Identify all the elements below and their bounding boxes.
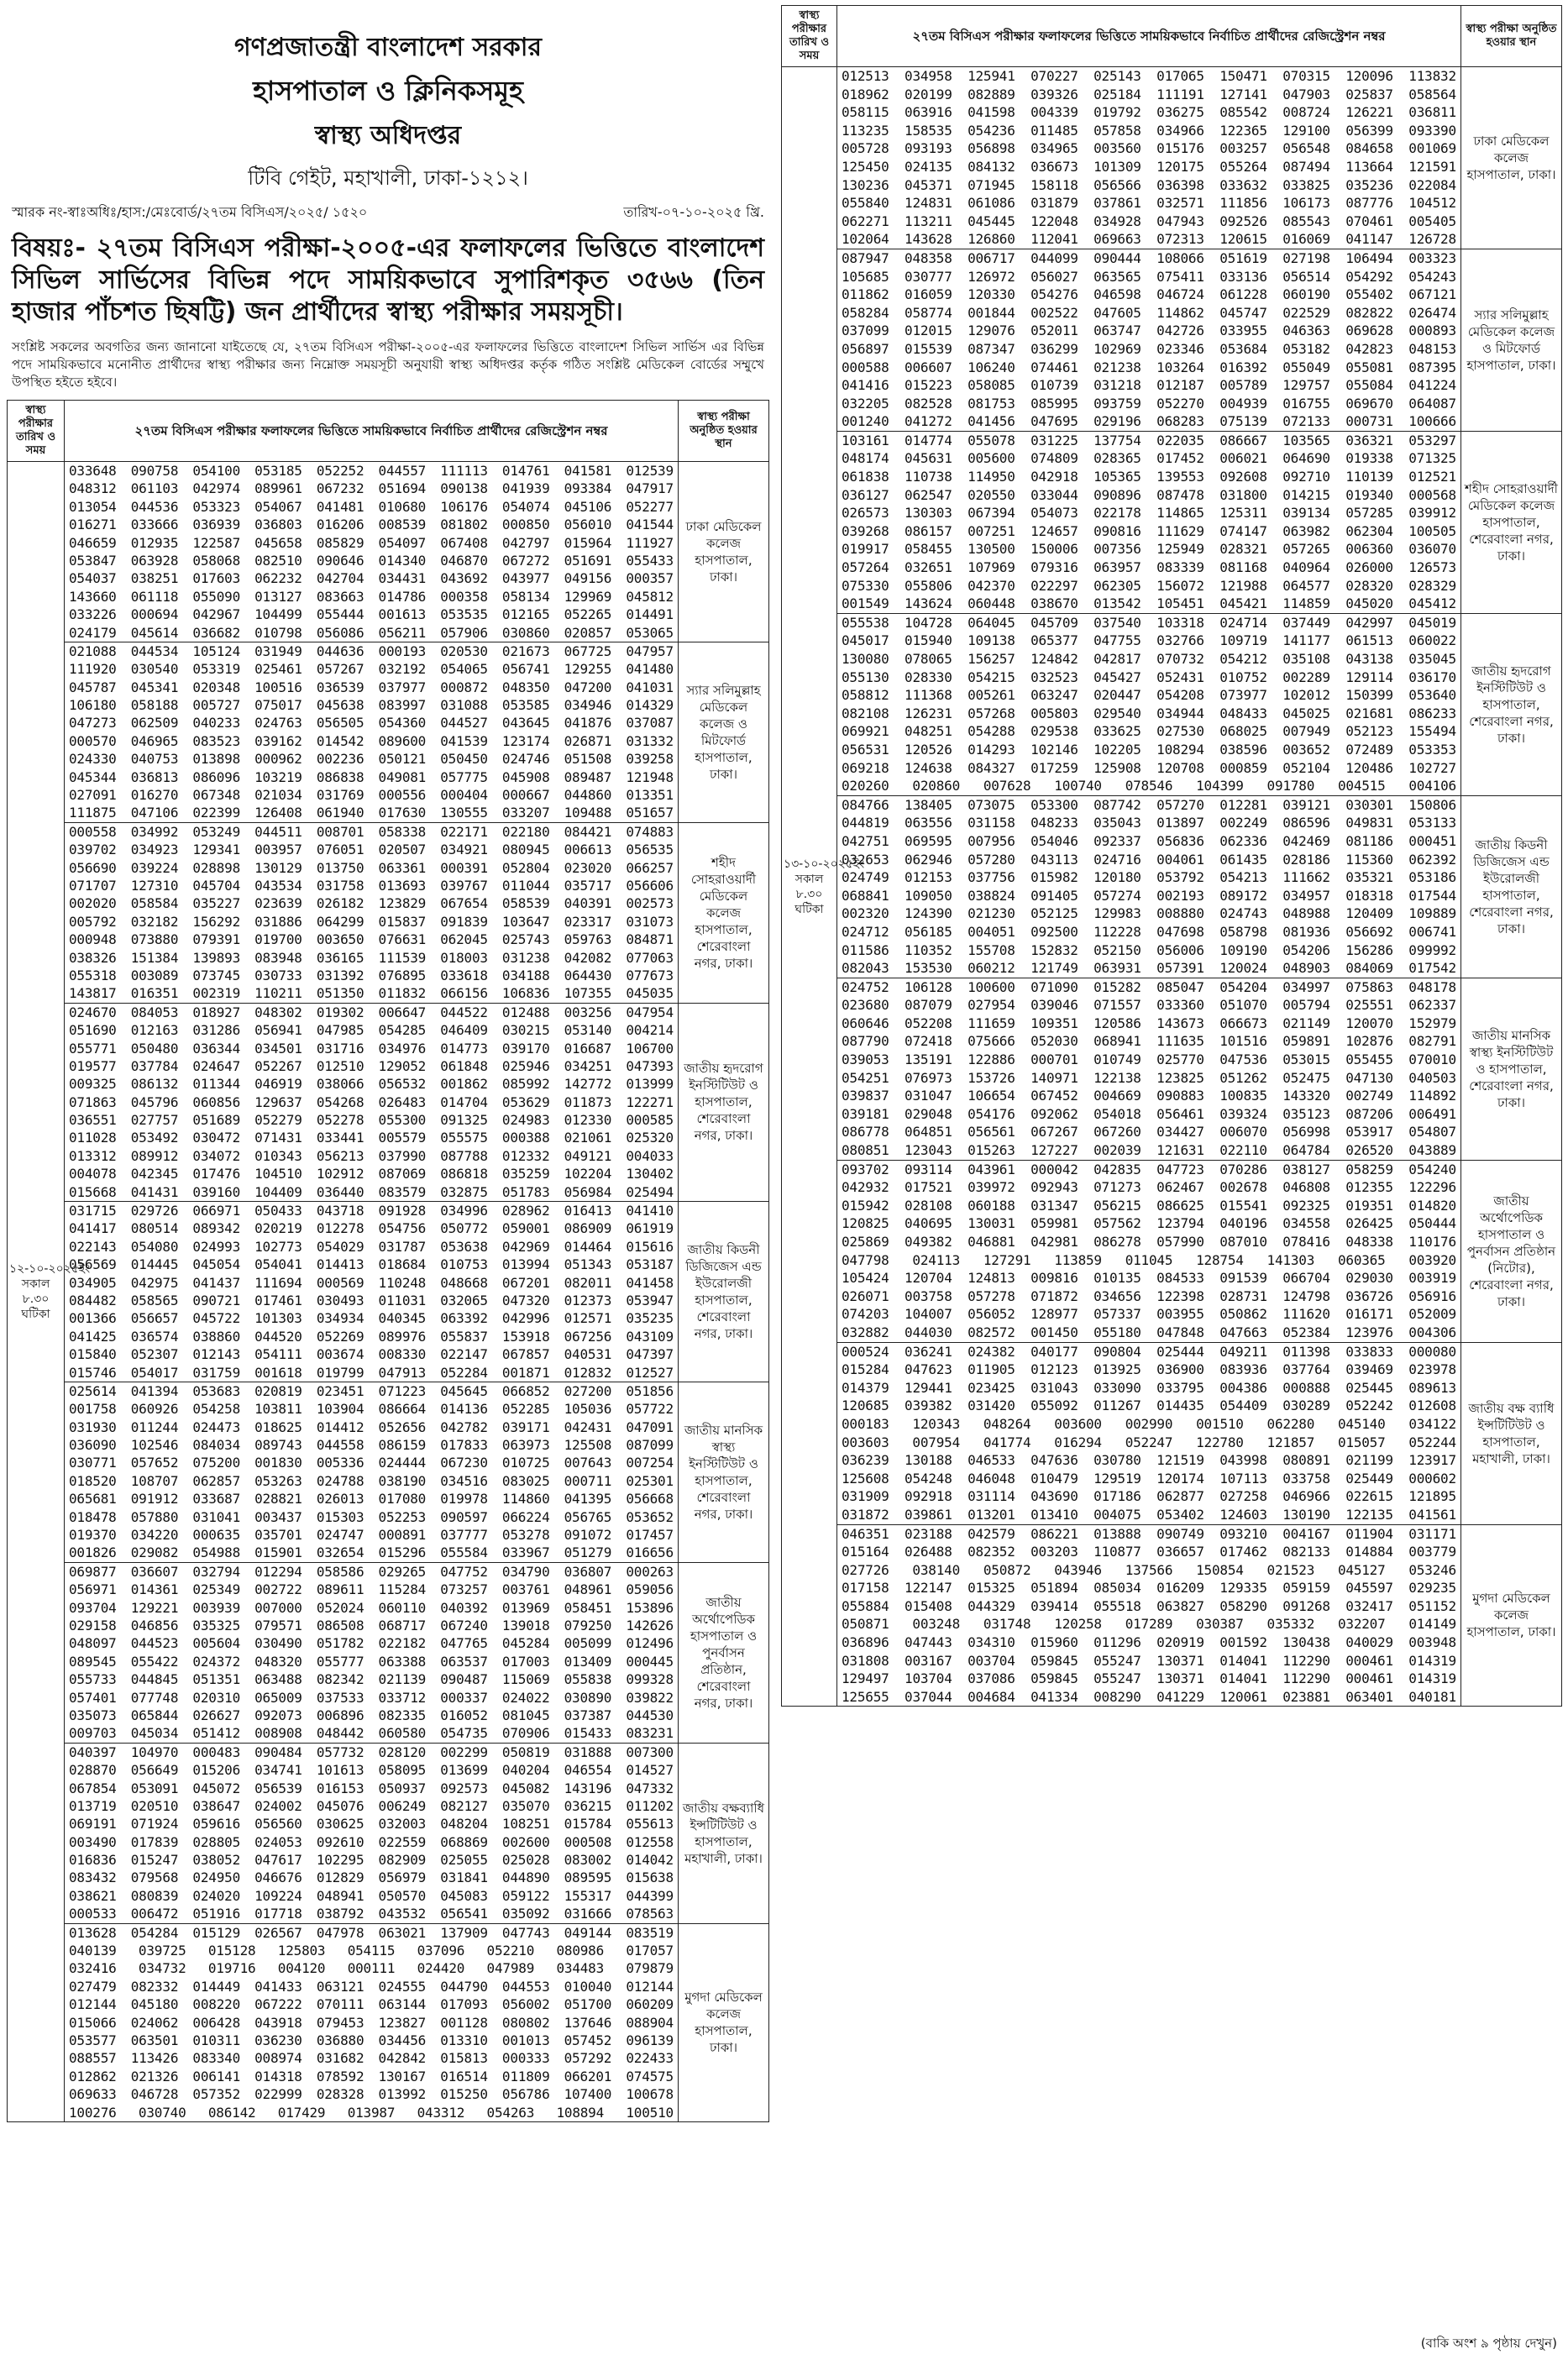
continuation-note: (বাকি অংশ ৯ পৃষ্ঠায় দেখুন) (1420, 2336, 1557, 2351)
venue-group-row (8, 1562, 769, 1743)
registration-row: 069633 046728 057352 022999 028328 013992 015250 056786 107400 100678 (69, 2086, 674, 2103)
registration-row: 024330 040753 013898 000962 002236 050121 050450 024746 051508 039258 (69, 751, 674, 768)
registration-row: 000588 006607 106240 074461 021238 103264 016392 055049 055081 087395 (842, 359, 1456, 375)
th-date: স্বাস্থ্য পরীক্ষার তারিখ ও সময় (8, 401, 65, 462)
registration-row: 036239 130188 046533 047636 030780 121519 043998 080891 021199 123917 (842, 1452, 1456, 1469)
registration-row: 035073 065844 026627 092073 006896 082335 016052 081045 037387 044530 (69, 1707, 674, 1723)
registration-numbers (837, 67, 1461, 249)
venue-group-row (782, 613, 1562, 795)
memo-number: স্মারক নং-স্বাঃঅধিঃ/হাস:/মেঃবোর্ড/২৭তম বিসিএস/২০২৫/ ১৫২০ (12, 204, 368, 220)
registration-row: 105424 120704 124813 009816 010135 084533 091539 066704 029030 003919 (842, 1270, 1456, 1287)
registration-numbers (65, 1202, 679, 1382)
registration-row: 026071 003758 057278 071872 034656 122398 028731 124798 036726 056916 (842, 1287, 1456, 1304)
registration-row: 001549 143624 060448 038670 013542 105451 045421 114859 045020 045412 (842, 595, 1456, 612)
registration-row: 075330 055806 042370 022297 062305 156072 121988 064577 028320 028329 (842, 577, 1456, 594)
registration-row: 088557 113426 083340 008974 031682 042842 015813 000333 057292 022433 (69, 2050, 674, 2067)
registration-numbers (65, 1003, 679, 1201)
registration-row: 020260 020860 007628 100740 078546 104399 091780 004515 004106 (842, 778, 1456, 794)
registration-row: 111920 030540 053319 025461 057267 032192 054065 056741 129255 041480 (69, 661, 674, 678)
registration-row: 013628 054284 015129 026567 047978 063021 137909 047743 049144 083519 (69, 1924, 674, 1941)
registration-row: 036551 027757 051689 052279 052278 055300 091325 024983 012330 000585 (69, 1112, 674, 1129)
exam-venue: মুগদা মেডিকেল কলেজ হাসপাতাল, ঢাকা। (679, 1923, 769, 2121)
registration-row: 053847 063928 058068 082510 090646 014340 046870 067272 051691 055433 (69, 552, 674, 569)
directorate-name: স্বাস্থ্য অধিদপ্তর (314, 121, 462, 150)
registration-row: 082108 126231 057268 005803 029540 034944 048433 045025 021681 086233 (842, 705, 1456, 721)
registration-numbers (65, 1743, 679, 1923)
registration-row: 057264 032651 107969 079316 063957 083339 081168 040964 026000 126573 (842, 559, 1456, 576)
registration-row: 125608 054248 046048 010479 129519 120174 107113 033758 025449 000602 (842, 1470, 1456, 1487)
registration-row: 040139 039725 015128 125803 054115 037096 052210 080986 017057 (69, 1943, 674, 1959)
exam-venue: ঢাকা মেডিকেল কলেজ হাসপাতাল, ঢাকা। (1461, 67, 1562, 249)
registration-row: 105685 030777 126972 056027 063565 075411 033136 056514 054292 054243 (842, 268, 1456, 285)
registration-row: 004078 042345 017476 104510 102912 087069 086818 035259 102204 130402 (69, 1166, 674, 1182)
venue-group-row (782, 431, 1562, 613)
registration-row: 025869 049382 046881 042981 086278 057990 087010 078416 048338 110176 (842, 1234, 1456, 1250)
registration-row: 000948 073880 079391 019700 003650 076631 062045 025743 059763 084871 (69, 931, 674, 948)
registration-row: 067854 053091 045072 056539 016153 050937 092573 045082 143196 047332 (69, 1780, 674, 1796)
registration-row: 054037 038251 017603 062232 042704 034431 043692 043977 049156 000357 (69, 570, 674, 587)
registration-row: 084766 138405 073075 053300 087742 057270 012281 039121 030301 150806 (842, 796, 1456, 813)
exam-venue: জাতীয় বক্ষ ব্যাধি ইন্সটিটিউট ও হাসপাতাল, মহাখালী, ঢাকা। (1461, 1342, 1562, 1524)
registration-row: 045344 036813 086096 103219 086838 049081 057775 045908 089487 121948 (69, 768, 674, 785)
registration-row: 045787 045341 020348 100516 036539 037977 000872 048350 047200 041031 (69, 679, 674, 695)
registration-numbers (65, 642, 679, 822)
exam-venue: জাতীয় অর্থোপেডিক হাসপাতাল ও পুনর্বাসন প্রতিষ্ঠান, শেরেবাংলা নগর, ঢাকা। (679, 1562, 769, 1743)
registration-row: 125450 024135 084132 036673 101309 120175 055264 087494 113664 121591 (842, 158, 1456, 175)
registration-row: 055884 015408 044329 039414 055518 063827 058290 091268 032417 051152 (842, 1597, 1456, 1614)
registration-row: 012513 034958 125941 070227 025143 017065 150471 070315 120096 113832 (842, 68, 1456, 84)
registration-row: 038326 151384 139893 083948 036165 111539 018003 031238 042082 077063 (69, 949, 674, 966)
registration-row: 026573 130303 067394 054073 022178 114865 125311 039134 057285 039912 (842, 505, 1456, 522)
registration-row: 106180 058188 005727 075017 045638 083997 031088 053585 034946 014329 (69, 697, 674, 714)
registration-row: 068841 109050 038824 091405 057274 002193 089172 034957 018318 017544 (842, 887, 1456, 904)
registration-row: 100276 030740 086142 017429 013987 043312 054263 108894 100510 (69, 2104, 674, 2121)
registration-row: 011586 110352 155708 152832 052150 056006 109190 054206 156286 099992 (842, 941, 1456, 958)
registration-row: 039181 029048 054176 092062 054018 056461 039324 035123 087206 006491 (842, 1105, 1456, 1122)
registration-row: 130236 045371 071945 158118 056566 036398 033632 033825 035236 022084 (842, 176, 1456, 193)
registration-row: 003603 007954 041774 016294 052247 122780 121857 015057 052244 (842, 1434, 1456, 1450)
registration-row: 058284 058774 001844 002522 047605 114862 045747 022529 082822 026474 (842, 304, 1456, 321)
registration-row: 051690 012163 031286 056941 047985 054285 046409 030215 053140 004214 (69, 1022, 674, 1039)
registration-row: 033648 090758 054100 053185 052252 044557 111113 014761 041581 012539 (69, 463, 674, 479)
exam-venue: জাতীয় কিডনী ডিজিজেস এন্ড ইউরোলজী হাসপাতাল, শেরেবাংলা নগর, ঢাকা। (1461, 795, 1562, 978)
registration-row: 050871 003248 031748 120258 017289 030387 035332 032207 014149 (842, 1616, 1456, 1633)
exam-venue: জাতীয় হৃদরোগ ইনস্টিটিউট ও হাসপাতাল, শেরেবাংলা নগর, ঢাকা। (1461, 613, 1562, 795)
registration-row: 032653 062946 057280 043113 024716 004061 061435 028186 115360 062392 (842, 851, 1456, 868)
registration-row: 103161 014774 055078 031225 137754 022035 086667 103565 036321 053297 (842, 432, 1456, 448)
registration-row: 014379 129441 023425 031043 033090 033795 004386 000888 025445 089613 (842, 1379, 1456, 1396)
registration-row: 005728 093193 056898 034965 003560 015176 003257 056548 084658 001069 (842, 140, 1456, 157)
venue-group-row (782, 1160, 1562, 1342)
registration-row: 012144 045180 008220 067222 070111 063144 017093 056002 051700 060209 (69, 1996, 674, 2013)
registration-row: 024749 012153 037756 015982 120180 053792 054213 111662 035321 053186 (842, 869, 1456, 886)
exam-venue: ঢাকা মেডিকেল কলেজ হাসপাতাল, ঢাকা। (679, 462, 769, 642)
registration-row: 041425 036574 038860 044520 052269 089976 055837 153918 067256 043109 (69, 1328, 674, 1345)
registration-row: 089545 055422 024372 048320 055777 063388 063537 017003 013409 000445 (69, 1653, 674, 1670)
registration-row: 016271 033666 036939 036803 016206 008539 081802 000850 056010 041544 (69, 517, 674, 533)
registration-row: 039702 034923 129341 003957 076051 020507 034921 080945 006613 056535 (69, 842, 674, 858)
registration-row: 018478 057880 031041 003437 015303 052253 090597 066224 056765 053652 (69, 1508, 674, 1525)
registration-row: 055840 124831 061086 031879 037861 032571 111856 106173 087776 104512 (842, 195, 1456, 212)
registration-row: 036090 102546 084034 089743 044558 086159 017833 063973 125508 087099 (69, 1437, 674, 1454)
registration-numbers (837, 795, 1461, 978)
schedule-table-right (781, 5, 1562, 1707)
venue-group-row (8, 1003, 769, 1201)
registration-row: 002320 124390 021230 052125 129983 008880 024743 048988 120409 109889 (842, 905, 1456, 922)
th-date: স্বাস্থ্য পরীক্ষার তারিখ ও সময় (782, 6, 837, 67)
registration-row: 056971 014361 025349 002722 089611 115284 073257 003761 048961 059056 (69, 1581, 674, 1598)
registration-row: 042751 069595 007956 054046 092337 056836 062336 042469 081186 000451 (842, 832, 1456, 849)
exam-venue: জাতীয় কিডনী ডিজিজেস এন্ড ইউরোলজী হাসপাতাল, শেরেবাংলা নগর, ঢাকা। (679, 1202, 769, 1382)
venue-group-row (782, 795, 1562, 978)
registration-row: 025614 041394 053683 020819 023451 071223 045645 066852 027200 051856 (69, 1382, 674, 1399)
registration-row: 032205 082528 081753 085995 093759 052270 004939 016755 069670 064087 (842, 395, 1456, 412)
registration-row: 013312 089912 034072 010343 056213 037990 087788 012332 049121 004033 (69, 1147, 674, 1164)
venue-group-row (8, 642, 769, 822)
registration-row: 027726 038140 050872 043946 137566 150854 021523 045127 053246 (842, 1561, 1456, 1578)
registration-row: 054251 076973 153726 140971 122138 123825 051262 052475 047130 040503 (842, 1069, 1456, 1086)
th-numbers: ২৭তম বিসিএস পরীক্ষার ফলাফলের ভিত্তিতে সাময়িকভাবে নির্বাচিত প্রার্থীদের রেজিস্ট্রেশন নম্বর (837, 6, 1461, 67)
venue-group-row (8, 1923, 769, 2121)
registration-row: 023680 087079 027954 039046 071557 033360 051070 005794 025551 062337 (842, 997, 1456, 1014)
registration-row: 033226 000694 042967 104499 055444 001613 053535 012165 052265 014491 (69, 606, 674, 623)
right-column (781, 5, 1562, 2357)
address: টিবি গেইট, মহাখালী, ঢাকা-১২১২। (248, 166, 528, 190)
govt-name: গণপ্রজাতন্ত্রী বাংলাদেশ সরকার (234, 33, 542, 62)
registration-row: 024179 045614 036682 010798 056086 056211 057906 030860 020857 053065 (69, 624, 674, 641)
registration-row: 056897 015539 087347 036299 102969 023346 053684 053182 042823 048153 (842, 340, 1456, 357)
registration-row: 000524 036241 024382 040177 090804 025444 049211 011398 033833 000080 (842, 1343, 1456, 1360)
registration-row: 120685 039382 031420 055092 011267 014435 054409 030289 052242 012608 (842, 1398, 1456, 1414)
registration-row: 060646 052208 111659 109351 120586 143673 066673 021149 120070 152979 (842, 1015, 1456, 1031)
venue-group-row (782, 1342, 1562, 1524)
registration-row: 031715 029726 066971 050433 043718 091928 034996 028962 016413 041410 (69, 1203, 674, 1219)
registration-row: 056690 039224 028898 130129 013750 063361 000391 052804 023020 066257 (69, 859, 674, 876)
exam-venue: জাতীয় মানসিক স্বাস্থ্য ইনস্টিটিউট ও হাসপাতাল, শেরেবাংলা নগর, ঢাকা। (679, 1382, 769, 1562)
registration-numbers (65, 1382, 679, 1562)
registration-row: 053577 063501 010311 036230 036880 034456 013310 001013 057452 096139 (69, 2032, 674, 2048)
exam-venue: জাতীয় হৃদরোগ ইনস্টিটিউট ও হাসপাতাল, শেরেবাংলা নগর, ঢাকা। (679, 1003, 769, 1201)
registration-row: 000570 046965 083523 039162 014542 089600 041539 123174 026871 031332 (69, 732, 674, 749)
registration-row: 086778 064851 056561 067267 067260 034427 006070 056998 053917 054807 (842, 1124, 1456, 1141)
registration-row: 143660 061118 055090 013127 083663 014786 000358 058134 129969 045812 (69, 588, 674, 605)
registration-row: 031930 011244 024473 018625 014412 052656 042782 039171 042431 047091 (69, 1418, 674, 1435)
registration-row: 028870 056649 015206 034741 101613 058095 013699 040204 046554 014527 (69, 1762, 674, 1779)
venue-group-row (8, 822, 769, 1003)
registration-row: 087947 048358 006717 044099 090444 108066 051619 027198 106494 003323 (842, 249, 1456, 266)
registration-row: 040397 104970 000483 090484 057732 028120 002299 050819 031888 007300 (69, 1744, 674, 1760)
registration-numbers (837, 613, 1461, 795)
registration-row: 019370 034220 000635 035701 024747 000891 037777 053278 091072 017457 (69, 1527, 674, 1544)
registration-row: 071707 127310 045704 043534 031758 013693 039767 011044 035717 056606 (69, 877, 674, 894)
registration-numbers (65, 1923, 679, 2121)
registration-row: 000533 006472 051916 017718 038792 043532 056541 035092 031666 078563 (69, 1906, 674, 1922)
registration-row: 024670 084053 018927 048302 019302 006647 044522 012488 003256 047954 (69, 1004, 674, 1020)
registration-row: 062271 113211 045445 122048 034928 047943 092526 085543 070461 005405 (842, 212, 1456, 229)
registration-row: 061838 110738 114950 042918 105365 139553 092608 092710 110139 012521 (842, 469, 1456, 485)
exam-venue: জাতীয় মানসিক স্বাস্থ্য ইনস্টিটিউট ও হাসপাতাল, শেরেবাংলা নগর, ঢাকা। (1461, 978, 1562, 1160)
registration-row: 031872 039861 013201 013410 004075 053402 124603 130190 122135 041561 (842, 1506, 1456, 1523)
registration-row: 013719 020510 038647 024002 045076 006249 082127 035070 036215 011202 (69, 1797, 674, 1814)
registration-row: 019917 058455 130500 150006 007356 125949 028321 057265 006360 036070 (842, 541, 1456, 558)
registration-row: 048097 044523 005604 030490 051782 022182 047765 045284 005099 012496 (69, 1635, 674, 1652)
venue-group-row (8, 1202, 769, 1382)
registration-row: 019577 037784 024647 052267 012510 129052 061848 025946 034251 047393 (69, 1057, 674, 1074)
registration-row: 102064 143628 126860 112041 069663 072313 120615 016069 041147 126728 (842, 231, 1456, 248)
registration-row: 093704 129221 003939 007000 052024 060110 040392 013969 058451 153896 (69, 1599, 674, 1616)
registration-row: 003490 017839 028805 024053 092610 022559 068869 002600 000508 012558 (69, 1833, 674, 1850)
left-column (7, 5, 769, 2357)
registration-row: 056569 014445 045054 054041 014413 018684 010753 013994 051343 053187 (69, 1256, 674, 1273)
registration-row: 012862 021326 006141 014318 078592 130167 016514 011809 066201 074575 (69, 2068, 674, 2084)
registration-row: 000558 034992 053249 044511 008701 058338 022171 022180 084421 074883 (69, 823, 674, 840)
registration-row: 069921 048251 054288 029538 033625 027530 068025 007949 052123 155494 (842, 723, 1456, 740)
registration-row: 016836 015247 038052 047617 102295 082909 025055 025028 083002 014042 (69, 1852, 674, 1869)
registration-row: 055538 104728 064045 045709 037540 103318 024714 037449 042997 045019 (842, 614, 1456, 631)
exam-venue: জাতীয় অর্থোপেডিক হাসপাতাল ও পুনর্বাসন প্রতিষ্ঠান (নিটোর), শেরেবাংলা নগর, ঢাকা। (1461, 1160, 1562, 1342)
registration-row: 044819 063556 031158 048233 035043 013897 002249 086596 049831 053133 (842, 815, 1456, 831)
exam-venue: শহীদ সোহরাওয়ার্দী মেডিকেল কলেজ হাসপাতাল, শেরেবাংলা নগর, ঢাকা। (1461, 431, 1562, 613)
registration-row: 015746 054017 031759 001618 019799 047913 052284 001871 012832 012527 (69, 1364, 674, 1381)
registration-row: 015066 024062 006428 043918 079453 123827 001128 080802 137646 088904 (69, 2014, 674, 2031)
registration-numbers (837, 1524, 1461, 1707)
registration-row: 057401 077748 020310 065009 037533 033712 000337 024022 030890 039822 (69, 1689, 674, 1706)
registration-numbers (837, 249, 1461, 431)
registration-row: 143817 016351 002319 110211 051350 011832 066156 106836 107355 045035 (69, 985, 674, 1002)
registration-numbers (837, 1342, 1461, 1524)
registration-row: 082043 153530 060212 121749 063931 057391 120024 048903 084069 017542 (842, 960, 1456, 977)
registration-row: 011862 016059 120330 054276 046598 046724 061228 060190 055402 067121 (842, 286, 1456, 303)
registration-row: 015840 052307 012143 054111 003674 008330 022147 067857 040531 047397 (69, 1346, 674, 1363)
registration-row: 002020 058584 035227 023639 026182 123829 067654 058539 040391 002573 (69, 895, 674, 912)
th-venue: স্বাস্থ্য পরীক্ষা অনুষ্ঠিত হওয়ার স্থান (679, 401, 769, 462)
registration-row: 021088 044534 105124 031949 044636 000193 020530 021673 067725 047957 (69, 642, 674, 659)
schedule-body-left (8, 462, 769, 2122)
registration-row: 055318 003089 073745 030733 031392 076895 033618 034188 064430 077673 (69, 967, 674, 983)
registration-row: 046659 012935 122587 045658 085829 054097 067408 042797 015964 111927 (69, 534, 674, 551)
registration-row: 039837 031047 106654 067452 004669 090883 100835 143320 002749 114892 (842, 1088, 1456, 1104)
registration-row: 080851 123043 015263 127227 002039 121631 022110 064784 026520 043889 (842, 1142, 1456, 1159)
memo-date: তারিখ-০৭-১০-২০২৫ খ্রি. (623, 204, 764, 220)
registration-row: 031909 092918 031114 043690 017186 062877 027258 046966 022615 121895 (842, 1488, 1456, 1505)
registration-row: 000183 120343 048264 003600 002990 001510 062280 045140 034122 (842, 1415, 1456, 1432)
registration-row: 071863 045796 060856 129637 054268 026483 014704 053629 011873 122271 (69, 1093, 674, 1110)
venue-group-row (782, 1524, 1562, 1707)
registration-row: 055733 044845 051351 063488 082342 021139 090487 115069 055838 099328 (69, 1671, 674, 1688)
registration-row: 055130 028330 054215 032523 045427 052431 010752 002289 129114 036170 (842, 669, 1456, 685)
memo-line (7, 202, 769, 224)
venue-group-row (8, 1382, 769, 1562)
registration-row: 130080 078065 156257 124842 042817 070732 054212 035108 043138 035045 (842, 651, 1456, 667)
registration-row: 024752 106128 100600 071090 015282 085047 054204 034997 075863 048178 (842, 978, 1456, 995)
registration-row: 129497 103704 037086 059845 055247 130371 014041 112290 000461 014319 (842, 1670, 1456, 1687)
registration-row: 022143 054080 024993 102773 054029 031787 053638 042969 014464 015616 (69, 1238, 674, 1255)
schedule-body-right (782, 67, 1562, 1707)
registration-numbers (65, 822, 679, 1003)
registration-row: 087790 072418 075666 052030 068941 111635 101516 059891 102876 082791 (842, 1033, 1456, 1050)
registration-row: 120825 040695 130031 059981 057562 123794 040196 034558 026425 050444 (842, 1215, 1456, 1232)
registration-row: 027091 016270 067348 021034 031769 000556 000404 000667 044860 013351 (69, 787, 674, 804)
registration-row: 024712 056185 004051 092500 112228 047698 058798 081936 056692 006741 (842, 923, 1456, 940)
registration-row: 032416 034732 019716 004120 000111 024420 047989 034483 079879 (69, 1960, 674, 1977)
registration-row: 009703 045034 051412 008908 048442 060580 054735 070906 015433 083231 (69, 1725, 674, 1742)
registration-row: 029158 046856 035325 079571 086508 068717 067240 139018 079250 142626 (69, 1618, 674, 1633)
exam-venue: মুগদা মেডিকেল কলেজ হাসপাতাল, ঢাকা। (1461, 1524, 1562, 1707)
registration-row: 058115 063916 041598 004339 019792 036275 085542 008724 126221 036811 (842, 104, 1456, 121)
registration-numbers (65, 1562, 679, 1743)
th-numbers: ২৭তম বিসিএস পরীক্ষার ফলাফলের ভিত্তিতে সাময়িকভাবে নির্বাচিত প্রার্থীদের রেজিস্ট্রেশন নম্বর (65, 401, 679, 462)
registration-row: 125655 037044 004684 041334 008290 041229 120061 023881 063401 040181 (842, 1688, 1456, 1705)
registration-row: 083432 079568 024950 046676 012829 056979 031841 044890 089595 015638 (69, 1869, 674, 1886)
registration-row: 015668 041431 039160 104409 036440 083579 032875 051783 056984 025494 (69, 1183, 674, 1200)
registration-row: 027479 082332 014449 041433 063121 024555 044790 044553 010040 012144 (69, 1978, 674, 1995)
registration-row: 001240 041272 041456 047695 029196 068283 075139 072133 000731 100666 (842, 413, 1456, 430)
registration-row: 001758 060926 054258 103811 103904 086664 014136 052285 105036 057722 (69, 1401, 674, 1418)
registration-row: 039268 086157 007251 124657 090816 111629 074147 063982 062304 100505 (842, 522, 1456, 539)
exam-venue: শহীদ সোহরাওয়ার্দী মেডিকেল কলেজ হাসপাতাল, শেরেবাংলা নগর, ঢাকা। (679, 822, 769, 1003)
exam-venue: স্যার সলিমুল্লাহ মেডিকেল কলেজ ও মিটফোর্ড হাসপাতাল, ঢাকা। (1461, 249, 1562, 431)
registration-row: 038621 080839 024020 109224 048941 050570 045083 059122 155317 044399 (69, 1887, 674, 1904)
registration-row: 055771 050480 036344 034501 031716 034976 014773 039170 016687 106700 (69, 1040, 674, 1057)
registration-row: 001366 056657 045722 101303 034934 040345 063392 042996 012571 035235 (69, 1310, 674, 1327)
venue-group-row (782, 249, 1562, 431)
registration-row: 018520 108707 062857 053263 024788 038190 034516 083025 000711 025301 (69, 1472, 674, 1489)
registration-row: 030771 057652 075200 001830 005336 024444 067230 010725 007643 007254 (69, 1455, 674, 1471)
registration-row: 011028 053492 030472 071431 033441 005579 055575 000388 021061 025320 (69, 1130, 674, 1146)
registration-row: 065681 091912 033687 028821 026013 017080 019978 114860 041395 056668 (69, 1491, 674, 1508)
registration-row: 036896 047443 034310 015960 011296 020919 001592 130438 040029 003948 (842, 1634, 1456, 1651)
registration-row: 074203 104007 056052 128977 057337 003955 050862 111620 016171 052009 (842, 1306, 1456, 1323)
registration-row: 069218 124638 084327 017259 125908 120708 000859 052104 120486 102727 (842, 759, 1456, 776)
venue-group-row (782, 67, 1562, 249)
registration-row: 031808 003167 003704 059845 055247 130371 014041 112290 000461 014319 (842, 1652, 1456, 1669)
registration-numbers (837, 978, 1461, 1160)
exam-date-time: ১২-১০-২০২৫ইং সকাল ৮.৩০ ঘটিকা (8, 462, 65, 2122)
registration-row: 017158 122147 015325 051894 085034 016209 129335 059159 045597 029235 (842, 1580, 1456, 1597)
registration-row: 041417 080514 089342 020219 012278 054756 050772 059001 086909 061919 (69, 1220, 674, 1237)
registration-row: 113235 158535 054236 011485 057858 034966 122365 129100 056399 093390 (842, 122, 1456, 139)
registration-row: 013054 044536 053323 054067 041481 010680 106176 054074 045106 052277 (69, 498, 674, 515)
registration-row: 058812 111368 005261 063247 020447 054208 073977 102012 150399 053640 (842, 687, 1456, 704)
registration-row: 046351 023188 042579 086221 013888 090749 093210 004167 011904 031171 (842, 1525, 1456, 1542)
exam-venue: জাতীয় বক্ষব্যাধি ইন্সটিটিউট ও হাসপাতাল, মহাখালী, ঢাকা। (679, 1743, 769, 1923)
exam-date-time: ১৩-১০-২০২৫ইং সকাল ৮.৩০ ঘটিকা (782, 67, 837, 1707)
registration-row: 045017 015940 109138 065377 047755 032766 109719 141177 061513 060022 (842, 632, 1456, 649)
registration-row: 041416 015223 058085 010739 031218 012187 005789 129757 055084 041224 (842, 377, 1456, 394)
registration-row: 037099 012015 129076 052011 063747 042726 033955 046363 069628 000893 (842, 322, 1456, 339)
registration-row: 018962 020199 082889 039326 025184 111191 127141 047903 025837 058564 (842, 86, 1456, 102)
registration-numbers (837, 1160, 1461, 1342)
registration-row: 005792 032182 156292 031886 064299 015837 091839 103647 023317 031073 (69, 913, 674, 930)
registration-row: 069191 071924 059616 056560 030625 032003 048204 108251 015784 055613 (69, 1816, 674, 1833)
registration-row: 111875 047106 022399 126408 061940 017630 130555 033207 109488 051657 (69, 805, 674, 821)
registration-row: 015942 028108 060188 031347 056215 086625 015541 092325 019351 014820 (842, 1197, 1456, 1214)
exam-venue: স্যার সলিমুল্লাহ মেডিকেল কলেজ ও মিটফোর্ড হাসপাতাল, ঢাকা। (679, 642, 769, 822)
registration-row: 069877 036607 032794 012294 058586 029265 047752 034790 036807 000263 (69, 1563, 674, 1580)
registration-row: 047273 062509 040233 024763 056505 054360 044527 043645 041876 037087 (69, 715, 674, 732)
department-name: হাসপাতাল ও ক্লিনিকসমূহ (253, 75, 523, 107)
subject: বিষয়ঃ- ২৭তম বিসিএস পরীক্ষা-২০০৫-এর ফলাফলের ভিত্তিতে বাংলাদেশ সিভিল সার্ভিসের বিভিন্ন পদে সাময়িকভাবে সুপারিশকৃত ৩৫৬৬ (তিন হাজার পাঁচশত ছিষট্টি) জন প্রার্থীদের স্বাস্থ্য পরীক্ষার সময়সূচী। (12, 233, 764, 327)
registration-row: 056531 120526 014293 102146 102205 108294 038596 003652 072489 053353 (842, 741, 1456, 758)
intro-text: সংশ্লিষ্ট সকলের অবগতির জন্য জানানো যাইতেছে যে, ২৭তম বিসিএস পরীক্ষা-২০০৫-এর ফলাফলের ভিত্তিতে বাংলাদেশ সিভিল সার্ভিস এর বিভিন্ন পদে সাময়িকভাবে মনোনীত প্রার্থীদের স্বাস্থ্য পরীক্ষার জন্য নিম্নোক্ত সময়সূচী অনুযায়ী স্বাস্থ্য অধিদপ্তর কর্তৃক গঠিত সংশ্লিষ্ট মেডিকেল বোর্ডের সম্মুখে উপস্থিত হইতে হইবে। (12, 339, 764, 390)
registration-row: 015164 026488 082352 003203 110877 036657 017462 082133 014884 003779 (842, 1544, 1456, 1560)
registration-numbers (65, 462, 679, 642)
registration-row: 093702 093114 043961 000042 042835 047723 070286 038127 058259 054240 (842, 1161, 1456, 1177)
schedule-table-left (7, 400, 769, 2122)
th-venue: স্বাস্থ্য পরীক্ষা অনুষ্ঠিত হওয়ার স্থান (1461, 6, 1562, 67)
registration-row: 036127 062547 020550 033044 090896 087478 031800 014215 019340 000568 (842, 486, 1456, 503)
registration-row: 032882 044030 082572 001450 055180 047848 047663 052384 123976 004306 (842, 1324, 1456, 1340)
registration-row: 048174 045631 005600 074809 028365 017452 006021 064690 019338 071325 (842, 450, 1456, 467)
letterhead (7, 27, 769, 197)
venue-group-row (782, 978, 1562, 1160)
registration-row: 042932 017521 039972 092943 071273 062467 002678 046808 012355 122296 (842, 1179, 1456, 1196)
venue-group-row (8, 462, 769, 642)
registration-row: 001826 029082 054988 015901 032654 015296 055584 033967 051279 016656 (69, 1544, 674, 1561)
registration-row: 084482 058565 090721 017461 030493 011031 032065 047320 012373 053947 (69, 1292, 674, 1308)
registration-row: 048312 061103 042974 089961 067232 051694 090138 041939 093384 047917 (69, 480, 674, 497)
registration-numbers (837, 431, 1461, 613)
venue-group-row (8, 1743, 769, 1923)
registration-row: 039053 135191 122886 000701 010749 025770 047536 053015 055455 070010 (842, 1051, 1456, 1068)
registration-row: 009325 086132 011344 046919 038066 056532 001862 085992 142772 013999 (69, 1076, 674, 1093)
registration-row: 015284 047623 011905 012123 013925 036900 083936 037764 039469 023978 (842, 1361, 1456, 1378)
registration-row: 034905 042975 041437 111694 000569 110248 048668 067201 082011 041458 (69, 1274, 674, 1291)
registration-row: 047798 024113 127291 113859 011045 128754 141303 060365 003920 (842, 1251, 1456, 1268)
